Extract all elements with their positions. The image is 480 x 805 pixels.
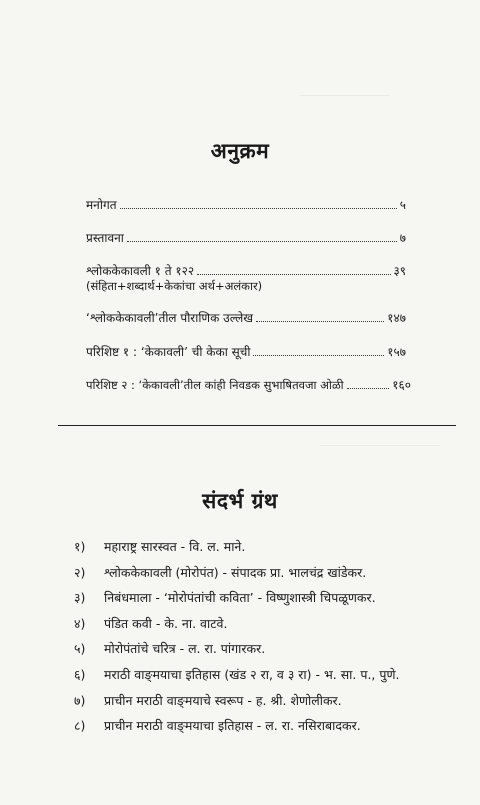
toc-entry xyxy=(86,340,406,360)
toc-entry-label: परिशिष्ट १ : ‘केकावली’ ची केका सूची xyxy=(86,345,251,359)
reference-item xyxy=(74,564,399,590)
toc-entry xyxy=(86,226,406,246)
reference-text: महाराष्ट्र सारस्वत - वि. ल. माने. xyxy=(104,539,246,554)
reference-text: मोरोपंतांचे चरित्र - ल. रा. पांगारकर. xyxy=(104,641,266,657)
toc-entry xyxy=(86,259,406,279)
reference-number: ६) xyxy=(74,666,86,682)
references-list xyxy=(74,538,399,743)
reference-text: पंडित कवी - के. ना. वाटवे. xyxy=(104,615,228,631)
reference-text: मराठी वाङ्‌मयाचा इतिहास (खंड २ रा, व ३ रा) - भ. सा. प., पुणे. xyxy=(104,666,400,682)
reference-number: ५) xyxy=(74,641,86,657)
toc-entry-label: श्लोककेकावली १ ते १२२ xyxy=(86,264,195,278)
dot-leader xyxy=(256,321,384,322)
toc-entry xyxy=(86,306,406,326)
toc-entry-page: १४७ xyxy=(387,311,406,325)
reference-item xyxy=(74,692,399,718)
reference-text: प्राचीन मराठी वाङ्‌मयाचे स्वरूप - ह. श्री. शेणोलीकर. xyxy=(104,692,342,708)
reference-item xyxy=(74,717,399,743)
toc-entry-page: ३९ xyxy=(393,264,406,278)
reference-text: प्राचीन मराठी वाङ्‌मयाचा इतिहास - ल. रा. नसिराबादकर. xyxy=(104,718,361,734)
show-through-mark xyxy=(320,445,440,456)
reference-item xyxy=(74,589,399,615)
references-heading: संदर्भ ग्रंथ xyxy=(202,489,278,513)
toc-entry-label: परिशिष्ट २ : ‘केकावली’तील कांही निवडक सुभाषितवजा ओळी xyxy=(86,378,344,392)
reference-number: १) xyxy=(74,539,86,554)
reference-number: ३) xyxy=(74,590,86,606)
reference-item xyxy=(74,538,399,564)
reference-number: ४) xyxy=(74,615,86,631)
toc-entry-label: प्रस्तावना xyxy=(86,231,124,245)
section-divider xyxy=(58,425,456,426)
reference-item xyxy=(74,615,399,641)
toc-entry-subtitle: (संहिता+शब्दार्थ+केकांचा अर्थ+अलंकार) xyxy=(86,279,263,293)
reference-text: श्लोककेकावली (मोरोपंत) - संपादक प्रा. भालचंद्र खांडेकर. xyxy=(104,564,367,580)
reference-number: ८) xyxy=(74,718,86,734)
reference-text: निबंधमाला - ‘मोरोपंतांची कविता’ - विष्णुशास्त्री चिपळूणकर. xyxy=(104,590,376,606)
toc-entry-page: ७ xyxy=(399,231,406,245)
toc-entry-label: ‘श्लोककेकावली’तील पौराणिक उल्लेख xyxy=(86,311,254,325)
toc-heading: अनुक्रम xyxy=(210,139,270,163)
toc-entry xyxy=(86,193,406,213)
dot-leader xyxy=(253,355,384,356)
toc-entry-page: ५ xyxy=(399,198,406,212)
reference-number: ७) xyxy=(74,692,86,708)
toc-entry-label: मनोगत xyxy=(86,198,117,212)
dot-leader xyxy=(347,388,390,389)
toc-entry xyxy=(86,373,411,393)
toc-entry-page: १६० xyxy=(392,378,411,392)
dot-leader xyxy=(120,208,397,209)
reference-item xyxy=(74,666,399,692)
dot-leader xyxy=(197,274,390,275)
toc-entry-page: १५७ xyxy=(387,345,406,359)
reference-number: २) xyxy=(74,564,86,580)
dot-leader xyxy=(127,241,397,242)
show-through-mark xyxy=(300,95,390,106)
reference-item xyxy=(74,640,399,666)
